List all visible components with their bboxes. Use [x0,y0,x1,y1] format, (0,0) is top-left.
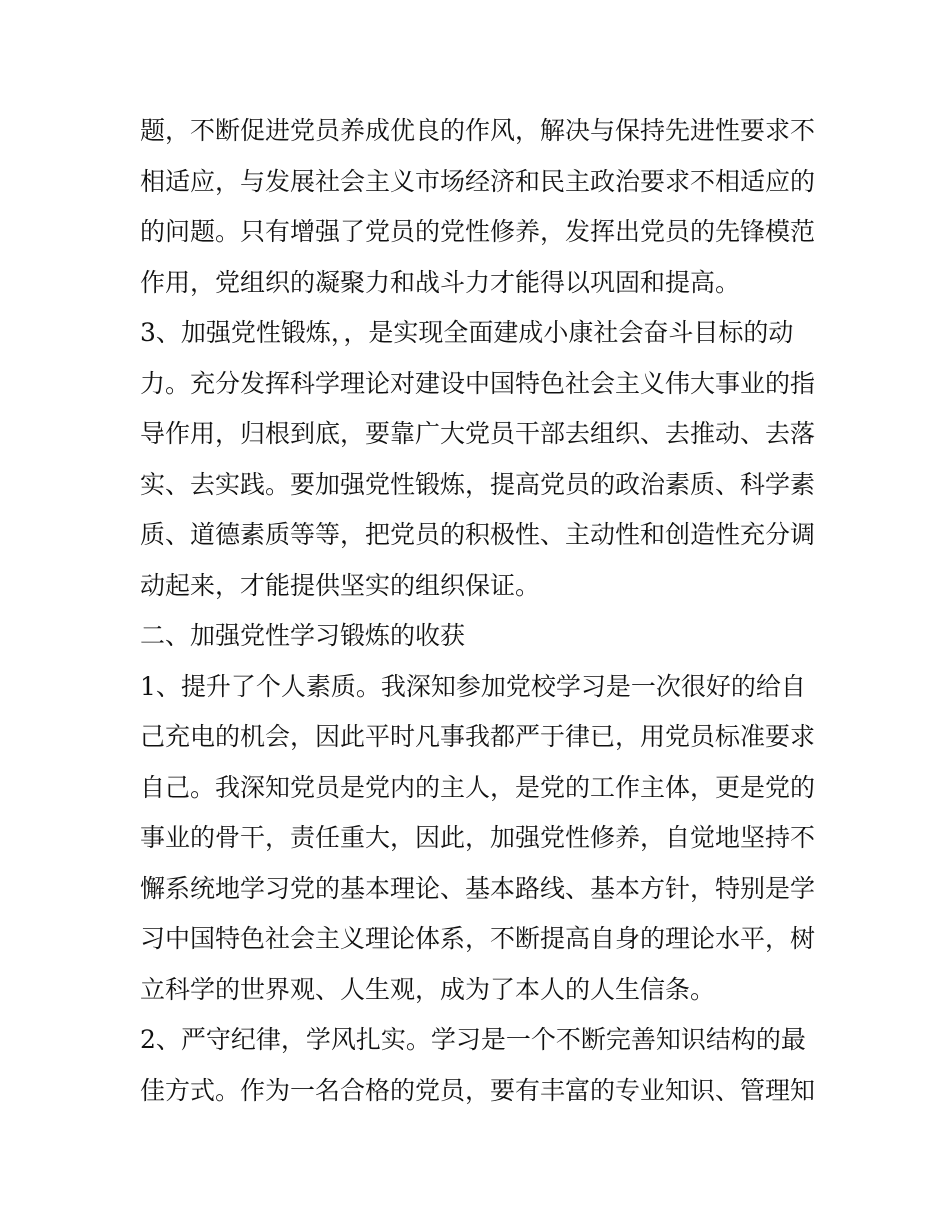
text-line: 2、严守纪律，学风扎实。学习是一个不断完善知识结构的最 [140,1025,806,1054]
text-line: 立科学的世界观、人生观，成为了本人的人生信条。 [140,974,716,1004]
text-line: 动起来，才能提供坚实的组织保证。 [140,570,541,600]
text-line: 1、提升了个人素质。我深知参加党校学习是一次很好的给自 [140,671,806,701]
text-line: 懈系统地学习党的基本理论、基本路线、基本方针，特别是学 [140,873,816,903]
text-line: 相适应，与发展社会主义市场经济和民主政治要求不相适应的 [140,166,816,196]
document-body [140,106,820,1116]
text-line: 己充电的机会，因此平时凡事我都严于律已，用党员标准要求 [140,722,816,751]
text-line: 质、道德素质等等，把党员的积极性、主动性和创造性充分调 [140,520,816,549]
text-line: 习中国特色社会主义理论体系，不断提高自身的理论水平，树 [140,924,816,953]
text-line: 佳方式。作为一名合格的党员，要有丰富的专业知识、管理知 [140,1075,816,1105]
text-line: 自己。我深知党员是党内的主人，是党的工作主体，更是党的 [140,772,816,802]
text-line: 3、加强党性锻炼，，是实现全面建成小康社会奋斗目标的动 [140,318,794,347]
text-line: 力。充分发挥科学理论对建设中国特色社会主义伟大事业的指 [140,368,816,398]
section-heading: 二、加强党性学习锻炼的收获 [140,621,466,650]
text-line: 的问题。只有增强了党员的党性修养，发挥出党员的先锋模范 [140,217,816,246]
text-line: 实、去实践。要加强党性锻炼，提高党员的政治素质、科学素 [140,469,816,499]
text-line: 题，不断促进党员养成优良的作风，解决与保持先进性要求不 [140,116,816,145]
text-line: 作用，党组织的凝聚力和战斗力才能得以巩固和提高。 [140,267,741,297]
text-line: 导作用，归根到底，要靠广大党员干部去组织、去推动、去落 [140,419,816,448]
text-line: 事业的骨干，责任重大，因此，加强党性修养，自觉地坚持不 [140,823,816,852]
